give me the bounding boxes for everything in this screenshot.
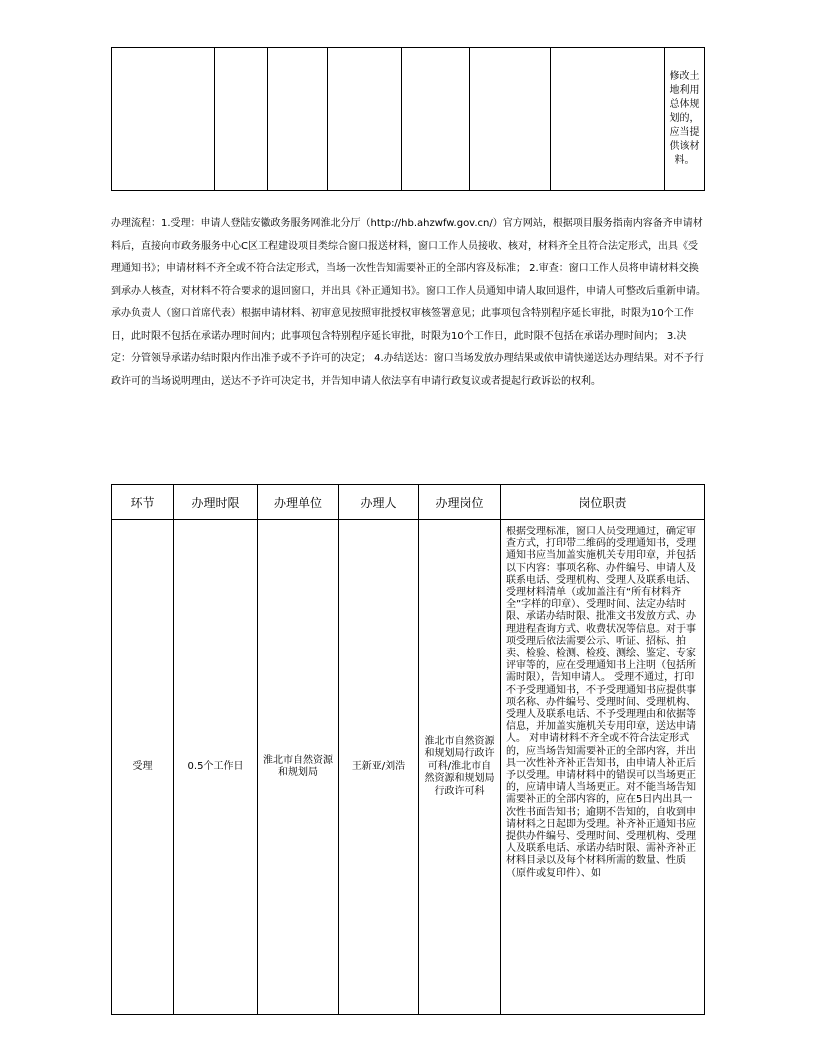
- header-time-limit: 办理时限: [174, 485, 258, 520]
- material-note-cell: 修改土地利用总体规划的，应当提供该材料。: [665, 48, 705, 191]
- header-stage: 环节: [112, 485, 174, 520]
- time-limit-cell: 0.5个工作日: [174, 520, 258, 1015]
- table-header-row: [112, 485, 705, 520]
- table-cell: [328, 48, 402, 191]
- header-unit: 办理单位: [258, 485, 339, 520]
- header-duty: 岗位职责: [501, 485, 705, 520]
- handler-cell: 王新亚/刘浩: [339, 520, 419, 1015]
- header-post: 办理岗位: [419, 485, 501, 520]
- stage-cell: 受理: [112, 520, 174, 1015]
- table-row: [112, 520, 705, 1015]
- top-table: [111, 47, 705, 191]
- table-cell: [402, 48, 470, 191]
- duty-cell: [501, 520, 705, 1015]
- table-cell: [268, 48, 328, 191]
- table-cell: [551, 48, 665, 191]
- header-handler: 办理人: [339, 485, 419, 520]
- unit-cell: 淮北市自然资源和规划局: [258, 520, 339, 1015]
- table-row: [112, 48, 705, 191]
- table-cell: [470, 48, 551, 191]
- process-table: [111, 484, 705, 1015]
- table-cell: [112, 48, 215, 191]
- table-cell: [215, 48, 268, 191]
- duty-text: 根据受理标准，窗口人员受理通过，确定审查方式，打印带二维码的受理通知书，受理通知书应当加盖实施机关专用印章，并包括以下内容：事项名称、办件编号、申请人及联系电话、受理机构、受理人及联系电话、受理材料清单（或加盖注有“所有材料齐全”字样的印章）、受理时间、法定办结时限、承诺办结时限、批准文书发放方式、办理进程查询方式、收费状况等信息。对于事项受理后依法需要公示、听证、招标、拍卖、检验、检测、检疫、测绘、鉴定、专家评审等的，应在受理通知书上注明（包括所需时限），告知申请人。 受理不通过，打印不予受理通知书，不予受理通知书应提供事项名称、办件编号、受理时间、受理机构、受理人及联系电话、不予受理理由和依据等信息，并加盖实施机关专用印章，送达申请人。 对申请材料不齐全或不符合法定形式的，应当场告知需要补正的全部内容，并出具一次性补齐补正告知书，由申请人补正后予以受理。申请材料中的错误可以当场更正的，应请申请人当场更正。对不能当场告知需要补正的全部内容的，应在5日内出具一次性书面告知书；逾期不告知的，自收到申请材料之日起即为受理。补齐补正通知书应提供办件编号、受理时间、受理机构、受理人及联系电话、承诺办结时限、需补齐补正材料目录以及每个材料所需的数量、性质（原件或复印件）、如: [506, 526, 696, 879]
- post-cell: 淮北市自然资源和规划局行政许可科/淮北市自然资源和规划局行政许可科: [419, 520, 501, 1015]
- process-description: 办理流程：1.受理：申请人登陆安徽政务服务网淮北分厅（http://hb.ahzwfw.gov.cn/）官方网站，根据项目服务指南内容备齐申请材料后，直接向市政务服务中心C区工程建设项目类综合窗口报送材料，窗口工作人员接收、核对，材料齐全且符合法定形式，出具《受理通知书》；申请材料不齐全或不符合法定形式，当场一次性告知需要补正的全部内容及标准； 2.审查：窗口工作人员将申请材料交换到承办人核查，对材料不符合要求的退回窗口，并出具《补正通知书》。窗口工作人员通知申请人取回退件，申请人可整改后重新申请。承办负责人（窗口首席代表）根据申请材料、初审意见按照审批授权审核签署意见；此事项包含特别程序延长审批，时限为10个工作日，此时限不包括在承诺办理时间内；此事项包含特别程序延长审批，时限为10个工作日，此时限不包括在承诺办理时间内； 3.决定：分管领导承诺办结时限内作出准予或不予许可的决定； 4.办结送达：窗口当场发放办理结果或依申请快递送达办理结果。对不予行政许可的当场说明理由，送达不予许可决定书，并告知申请人依法享有申请行政复议或者提起行政诉讼的权利。: [111, 218, 706, 387]
